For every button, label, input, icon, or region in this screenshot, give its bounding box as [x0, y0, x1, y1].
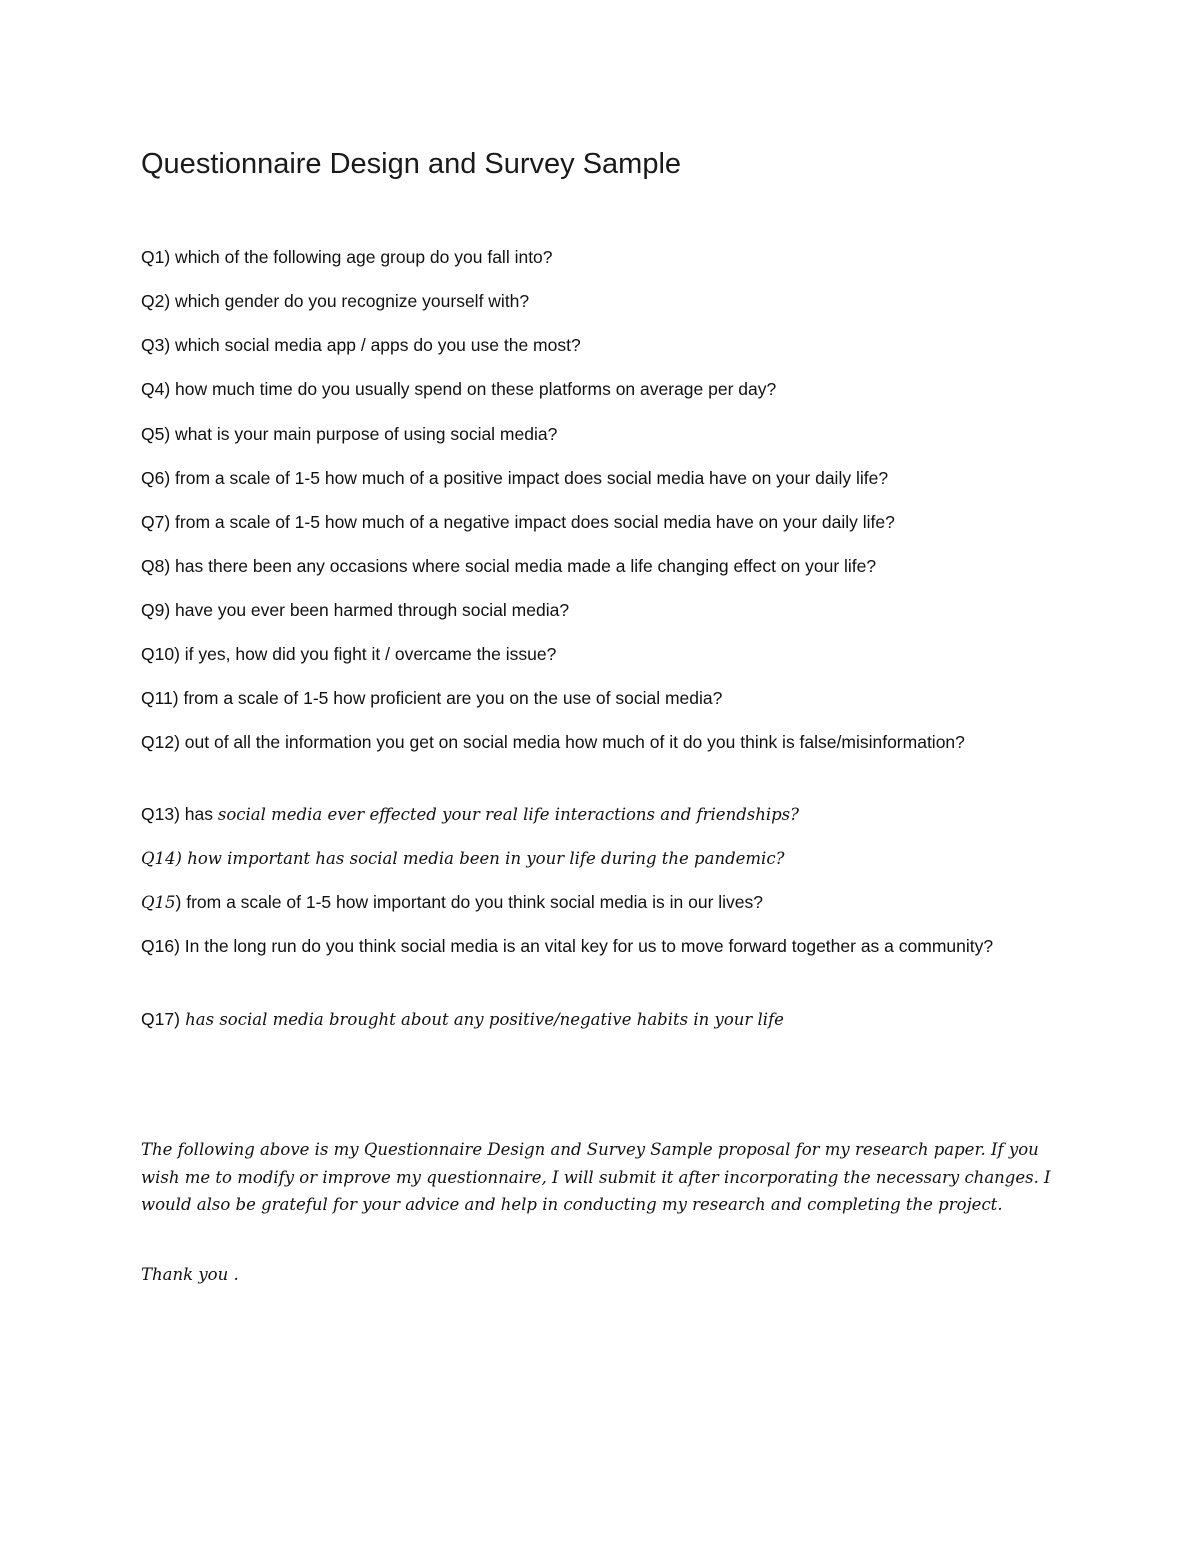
question-text: have you ever been harmed through social media?	[170, 600, 570, 620]
question-15	[141, 889, 1041, 916]
question-text: from a scale of 1-5 how much of a negative impact does social media have on your daily life?	[170, 512, 895, 532]
question-number: Q6)	[141, 468, 171, 488]
question-4	[141, 376, 1041, 403]
question-17	[141, 1006, 1041, 1033]
question-number: Q11)	[141, 688, 179, 708]
question-8	[141, 553, 1041, 580]
question-12	[141, 729, 1041, 756]
question-text: what is your main purpose of using social media?	[170, 424, 558, 444]
question-9	[141, 597, 1041, 624]
question-number: Q16)	[141, 936, 180, 956]
question-13	[141, 801, 1041, 828]
question-10	[141, 641, 1041, 668]
question-number: Q13)	[141, 804, 180, 824]
question-11	[141, 685, 1041, 712]
question-text: social media ever effected your real life interactions and friendships?	[217, 805, 800, 824]
thank-you-line: Thank you .	[141, 1265, 239, 1284]
question-number: Q8)	[141, 556, 171, 576]
question-number: Q15	[141, 893, 176, 912]
question-number: Q12)	[141, 732, 180, 752]
question-text: has there been any occasions where social media made a life changing effect on your life?	[170, 556, 877, 576]
question-6	[141, 465, 1041, 492]
question-number: Q17)	[141, 1009, 180, 1029]
document-title: Questionnaire Design and Survey Sample	[141, 148, 682, 180]
question-text: from a scale of 1-5 how important do you think social media is in our lives?	[181, 892, 764, 912]
question-number-close: )	[175, 892, 182, 912]
question-text: has social media brought about any positive/negative habits in your life	[179, 1010, 784, 1029]
question-number: Q10)	[141, 644, 180, 664]
question-text-plain: has	[179, 804, 218, 824]
question-5	[141, 421, 1041, 448]
question-2	[141, 288, 1041, 315]
question-number: Q2)	[141, 291, 171, 311]
question-number: Q14)	[141, 849, 182, 868]
question-7	[141, 509, 1041, 536]
question-text: which gender do you recognize yourself with?	[170, 291, 530, 311]
question-number: Q7)	[141, 512, 171, 532]
question-number: Q5)	[141, 424, 171, 444]
question-text: how important has social media been in your life during the pandemic?	[181, 849, 785, 868]
closing-paragraph: The following above is my Questionnaire Design and Survey Sample proposal for my research paper. If you wish me to modify or improve my questionnaire, I will submit it after incorporating the necessary changes. I would also be grateful for your advice and help in conducting my research and completing the project.	[141, 1140, 1051, 1214]
question-number: Q3)	[141, 335, 171, 355]
question-number: Q1)	[141, 247, 171, 267]
question-text: if yes, how did you fight it / overcame the issue?	[179, 644, 557, 664]
question-text: from a scale of 1-5 how proficient are you on the use of social media?	[178, 688, 723, 708]
question-16	[141, 933, 1041, 960]
question-text: from a scale of 1-5 how much of a positive impact does social media have on your daily life?	[170, 468, 889, 488]
question-text: out of all the information you get on social media how much of it do you think is false/misinformation?	[179, 732, 965, 752]
question-text: how much time do you usually spend on these platforms on average per day?	[170, 379, 777, 399]
question-text: In the long run do you think social media is an vital key for us to move forward together as a community?	[179, 936, 994, 956]
question-text: which social media app / apps do you use the most?	[170, 335, 581, 355]
question-text: which of the following age group do you fall into?	[170, 247, 553, 267]
question-number: Q4)	[141, 379, 171, 399]
question-number: Q9)	[141, 600, 171, 620]
question-14	[141, 845, 1041, 872]
question-3	[141, 332, 1041, 359]
question-1	[141, 244, 1041, 271]
